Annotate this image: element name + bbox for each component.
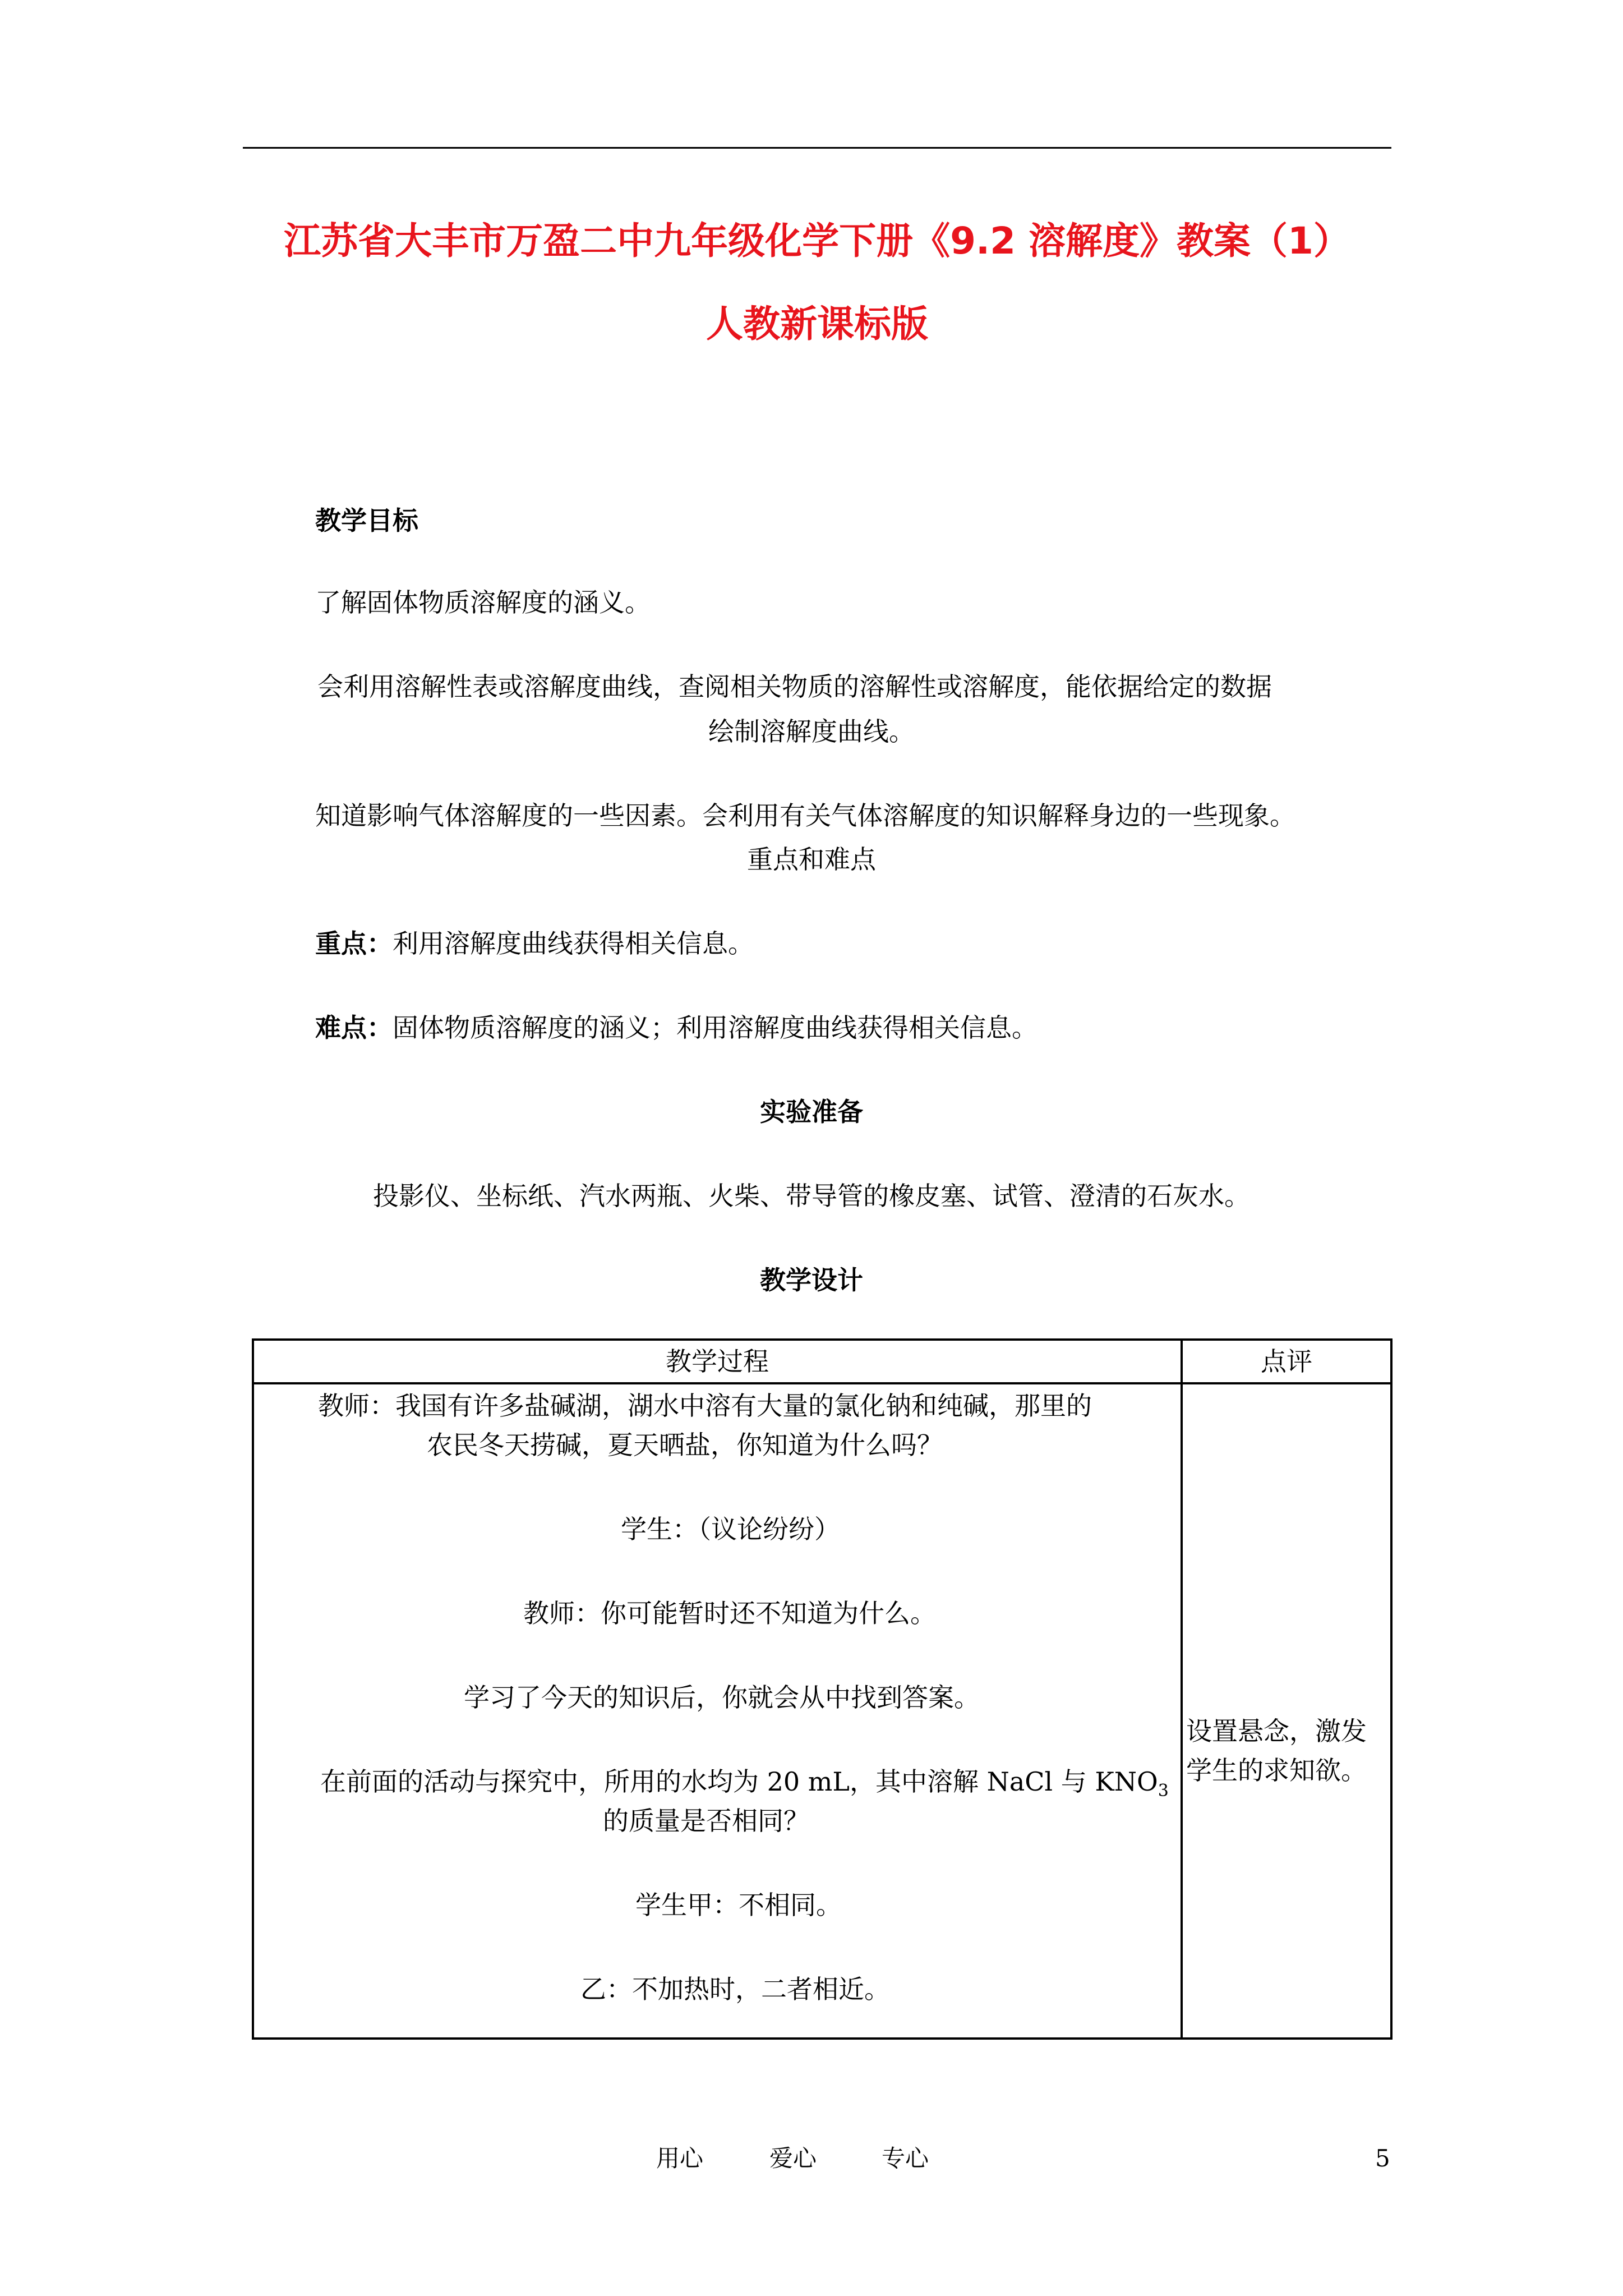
process-line: 教师：你可能暂时还不知道为什么。 bbox=[523, 1598, 936, 1628]
design-heading: 教学设计 bbox=[760, 1265, 863, 1295]
footer-motto-3: 专心 bbox=[882, 2145, 929, 2172]
objectives-heading: 教学目标 bbox=[315, 505, 418, 536]
process-line: 学习了今天的知识后，你就会从中找到答案。 bbox=[464, 1682, 980, 1713]
difficult-point-text: 固体物质溶解度的涵义；利用溶解度曲线获得相关信息。 bbox=[393, 1013, 1038, 1043]
page-number: 5 bbox=[1375, 2145, 1390, 2172]
key-point-line bbox=[315, 927, 754, 960]
footer-motto-2: 爱心 bbox=[769, 2145, 817, 2172]
difficult-point-line bbox=[315, 1011, 1038, 1045]
table-header-row bbox=[253, 1340, 1391, 1383]
process-line-text: 在前面的活动与探究中，所用的水均为 20 mL，其中溶解 NaCl 与 KNO bbox=[320, 1766, 1158, 1797]
preparation-text: 投影仪、坐标纸、汽水两瓶、火柴、带导管的橡皮塞、试管、澄清的石灰水。 bbox=[373, 1181, 1250, 1211]
process-line: 农民冬天捞碱，夏天晒盐，你知道为什么吗？ bbox=[427, 1430, 943, 1460]
table-row bbox=[253, 1383, 1391, 2039]
process-line: 乙：不加热时，二者相近。 bbox=[580, 1974, 890, 2004]
lesson-design-table bbox=[252, 1338, 1393, 2040]
objective-item-1: 了解固体物质溶解度的涵义。 bbox=[315, 587, 651, 618]
footer-motto-1: 用心 bbox=[656, 2145, 704, 2172]
preparation-heading: 实验准备 bbox=[760, 1097, 863, 1127]
key-points-heading: 重点和难点 bbox=[747, 844, 876, 875]
comment-text bbox=[1186, 1711, 1367, 1790]
document-title-line1: 江苏省大丰市万盈二中九年级化学下册《9.2 溶解度》教案（1） bbox=[284, 219, 1350, 263]
objective-item-3: 知道影响气体溶解度的一些因素。会利用有关气体溶解度的知识解释身边的一些现象。 bbox=[315, 800, 1295, 831]
process-line bbox=[320, 1765, 1169, 1808]
column-header-comment: 点评 bbox=[1182, 1340, 1391, 1383]
key-point-text: 利用溶解度曲线获得相关信息。 bbox=[393, 928, 754, 959]
objective-item-2-line2: 绘制溶解度曲线。 bbox=[708, 716, 915, 747]
process-line: 教师：我国有许多盐碱湖，湖水中溶有大量的氯化钠和纯碱，那里的 bbox=[318, 1391, 1092, 1421]
document-title-line2: 人教新课标版 bbox=[706, 302, 928, 346]
column-header-process: 教学过程 bbox=[253, 1340, 1182, 1383]
process-line: 学生：（议论纷纷） bbox=[621, 1514, 840, 1544]
subscript: 3 bbox=[1158, 1781, 1169, 1801]
objective-item-2-line1: 会利用溶解性表或溶解度曲线，查阅相关物质的溶解性或溶解度，能依据给定的数据 bbox=[317, 671, 1272, 702]
key-point-label: 重点： bbox=[315, 928, 393, 959]
process-cell bbox=[253, 1383, 1182, 2039]
process-line: 的质量是否相同？ bbox=[603, 1806, 809, 1836]
comment-line: 设置悬念，激发 bbox=[1186, 1716, 1367, 1746]
header-rule bbox=[243, 147, 1391, 149]
process-line: 学生甲：不相同。 bbox=[635, 1890, 842, 1920]
comment-cell bbox=[1182, 1383, 1391, 2039]
comment-line: 学生的求知欲。 bbox=[1186, 1755, 1367, 1786]
difficult-point-label: 难点： bbox=[315, 1013, 393, 1043]
